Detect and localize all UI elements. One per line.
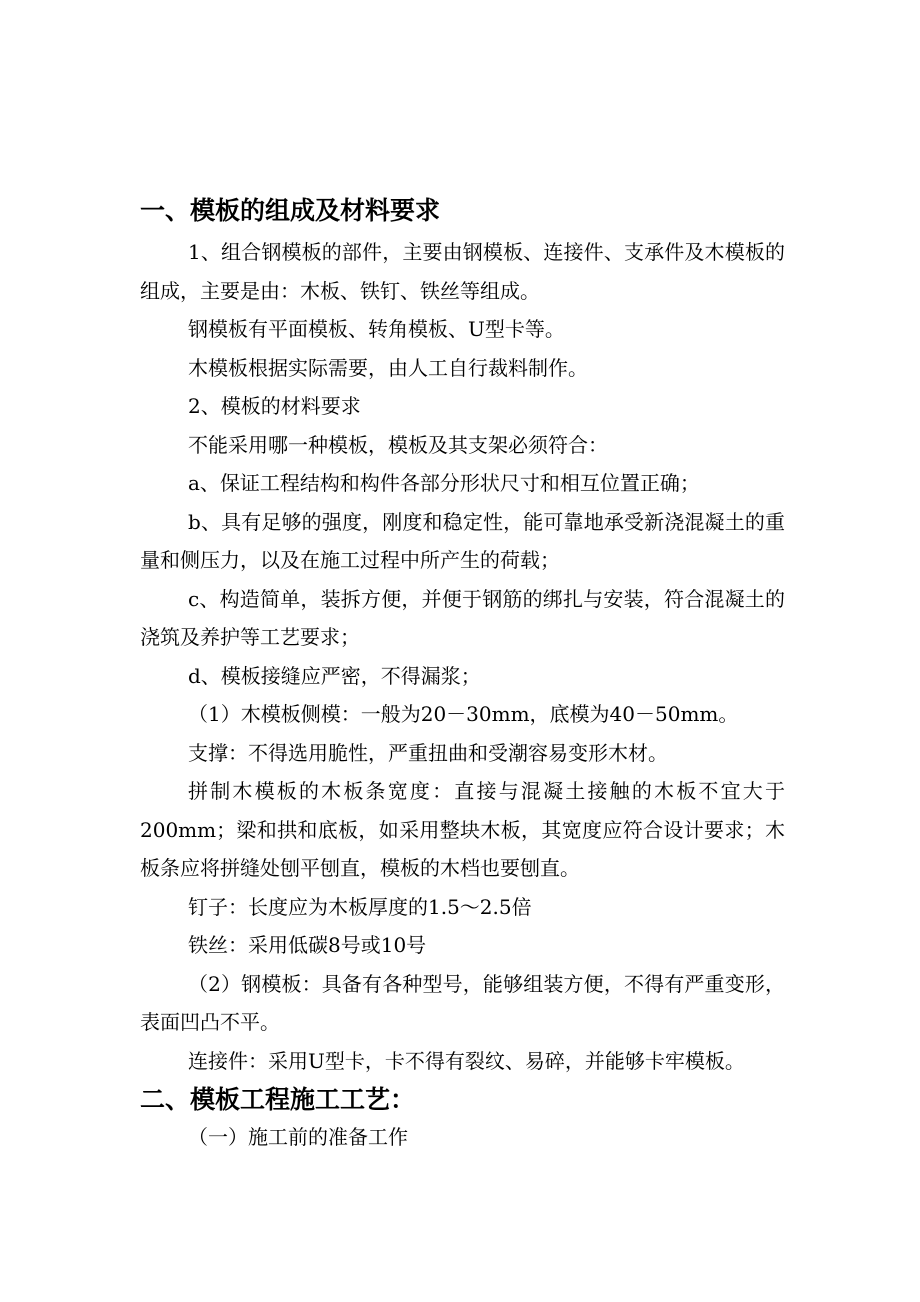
document-body <box>140 193 785 1157</box>
paragraph: 2、模板的材料要求 <box>188 394 361 418</box>
paragraph: 钢模板有平面模板、转角模板、U型卡等。 <box>188 317 565 341</box>
paragraph: 连接件：采用U型卡，卡不得有裂纹、易碎，并能够卡牢模板。 <box>188 1048 745 1073</box>
paragraph: （一）施工前的准备工作 <box>188 1125 408 1149</box>
paragraph: 支撑：不得选用脆性，严重扭曲和受潮容易变形木材。 <box>188 740 668 765</box>
paragraph: 不能采用哪一种模板，模板及其支架必须符合： <box>188 432 608 457</box>
paragraph: （1）木模板侧模：一般为20－30mm，底模为40－50mm。 <box>188 702 739 726</box>
paragraph: d、模板接缝应严密，不得漏浆； <box>188 663 481 688</box>
paragraph: 木模板根据实际需要，由人工自行裁料制作。 <box>188 355 588 380</box>
paragraph: 铁丝：采用低碳8号或10号 <box>188 933 427 957</box>
paragraph: c、构造简单，装拆方便，并便于钢筋的绑扎与安装，符合混凝土的浇筑及养护等工艺要求； <box>140 586 785 649</box>
paragraph: a、保证工程结构和构件各部分形状尺寸和相互位置正确； <box>188 471 700 495</box>
section-2-heading: 二、模板工程施工工艺： <box>140 1085 416 1114</box>
paragraph: 1、组合钢模板的部件，主要由钢模板、连接件、支承件及木模板的组成，主要是由：木板、铁钉、铁丝等组成。 <box>140 240 785 303</box>
paragraph: 拼制木模板的木板条宽度：直接与混凝土接触的木板不宜大于200mm；梁和拱和底板，如采用整块木板，其宽度应符合设计要求；木板条应将拼缝处刨平刨直，模板的木档也要刨直。 <box>140 779 785 880</box>
section-1-heading: 一、模板的组成及材料要求 <box>140 196 441 225</box>
paragraph: b、具有足够的强度，刚度和稳定性，能可靠地承受新浇混凝土的重量和侧压力，以及在施工过程中所产生的荷载； <box>140 509 785 572</box>
paragraph: 钉子：长度应为木板厚度的1.5～2.5倍 <box>188 894 532 919</box>
paragraph: （2）钢模板：具备有各种型号，能够组装方便，不得有严重变形，表面凹凸不平。 <box>140 971 785 1034</box>
